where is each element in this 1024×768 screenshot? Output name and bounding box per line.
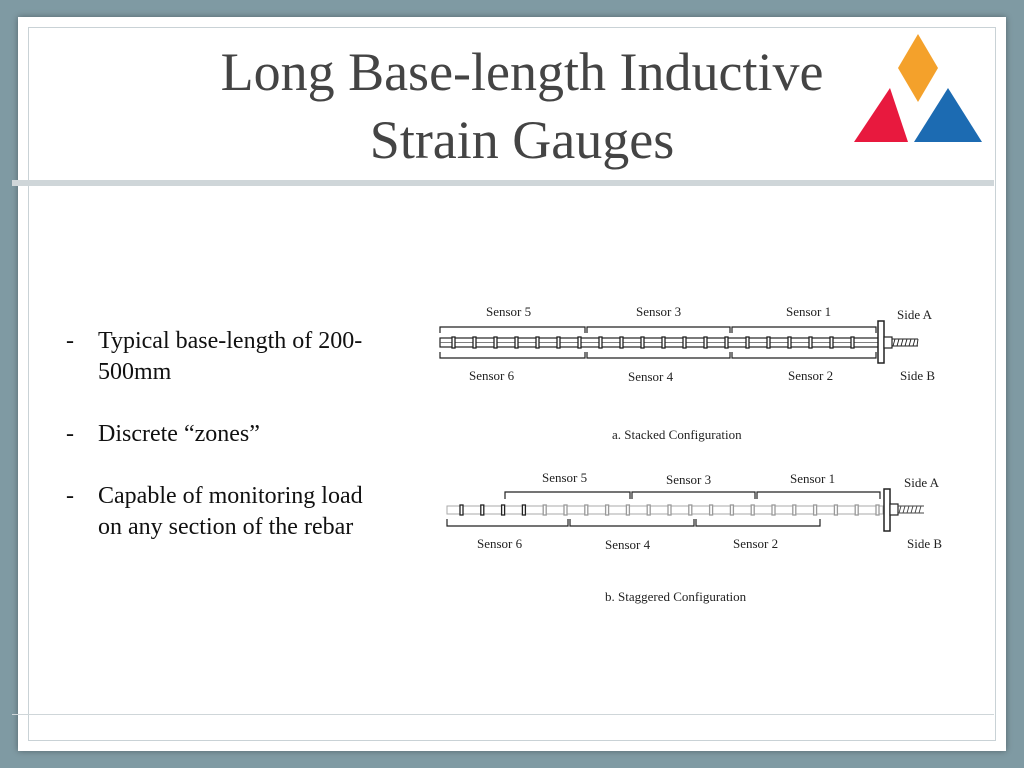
rebar-rib [725,337,728,348]
rebar-rib [647,505,650,515]
title-line-1: Long Base-length Inductive [220,42,824,102]
end-plate [884,489,890,531]
bracket [757,492,880,499]
rebar-rib [767,337,770,348]
rebar-rib [564,505,567,515]
staggered-configuration [447,470,942,604]
bracket [732,327,876,333]
sensor-label: Sensor 1 [790,471,836,486]
staggered-bottom-brackets [447,519,820,526]
rebar-rib [793,505,796,515]
diagram-caption: b. Staggered Configuration [605,589,747,604]
bullet-text: Typical base-length of 200-500mm [98,328,363,385]
staggered-top-brackets [505,492,880,499]
rebar-rib [746,337,749,348]
side-a-label: Side A [897,307,933,322]
rebar-rib [772,505,775,515]
rebar-rib [689,505,692,515]
end-plate [878,321,884,363]
rebar-rib [662,337,665,348]
sensor-label: Sensor 4 [605,537,651,552]
rebar-rib [452,337,455,348]
rebar-rib [641,337,644,348]
rebar-rib [851,337,854,348]
bracket [587,327,730,333]
bracket [570,519,694,526]
rebar-rib [620,337,623,348]
rebar-rib [481,505,484,515]
bullet-text: Discrete “zones” [98,421,260,447]
rebar-rib [557,337,560,348]
nut [890,504,898,515]
rebar-rib [710,505,713,515]
rebar-rib [668,505,671,515]
rebar-ribs [460,505,879,515]
bracket [440,352,585,358]
sensor-label: Sensor 5 [486,304,532,319]
sensor-label: Sensor 4 [628,369,674,384]
rebar-rib [473,337,476,348]
title-line-2: Strain Gauges [369,110,675,170]
sensor-label: Sensor 1 [786,304,832,319]
rebar-rib [494,337,497,348]
rebar-rib [585,505,588,515]
side-a-label: Side A [904,475,940,490]
rebar [447,506,883,514]
rebar-rib [704,337,707,348]
stacked-configuration [440,304,935,442]
rebar-rib [876,505,879,515]
rebar-rib [626,505,629,515]
side-b-label: Side B [900,368,936,383]
bracket [440,327,585,333]
rebar-rib [683,337,686,348]
rebar-rib [730,505,733,515]
bracket [732,352,876,358]
threaded-rod [898,506,924,513]
rebar-rib [830,337,833,348]
nut [884,337,892,348]
rebar-rib [809,337,812,348]
rebar-rib [599,337,602,348]
sensor-label: Sensor 2 [733,536,779,551]
threaded-rod [892,339,918,346]
bracket [632,492,755,499]
bullet-marker: - [66,328,74,354]
bracket [505,492,630,499]
bullet-text: Capable of monitoring load on any section of the rebar [98,483,363,540]
rebar-rib [536,337,539,348]
sensor-label: Sensor 2 [788,368,834,383]
rebar-rib [855,505,858,515]
sensor-label: Sensor 5 [542,470,588,485]
bullet-marker: - [66,483,74,509]
stacked-top-brackets [440,327,876,333]
side-b-label: Side B [907,536,943,551]
rebar-rib [502,505,505,515]
rebar-rib [543,505,546,515]
bracket [696,519,820,526]
rebar-rib [788,337,791,348]
rebar-rib [578,337,581,348]
rebar-rib [515,337,518,348]
rebar-rib [522,505,525,515]
rebar-rib [834,505,837,515]
diagram-caption: a. Stacked Configuration [612,427,742,442]
sensor-label: Sensor 6 [469,368,515,383]
rebar-rib [606,505,609,515]
stacked-bottom-brackets [440,352,876,358]
sensor-label: Sensor 3 [666,472,712,487]
rebar-rib [460,505,463,515]
rebar-rib [751,505,754,515]
sensor-label: Sensor 6 [477,536,523,551]
bullet-marker: - [66,421,74,447]
rebar-rib [814,505,817,515]
bracket [447,519,568,526]
sensor-label: Sensor 3 [636,304,682,319]
bracket [587,352,730,358]
